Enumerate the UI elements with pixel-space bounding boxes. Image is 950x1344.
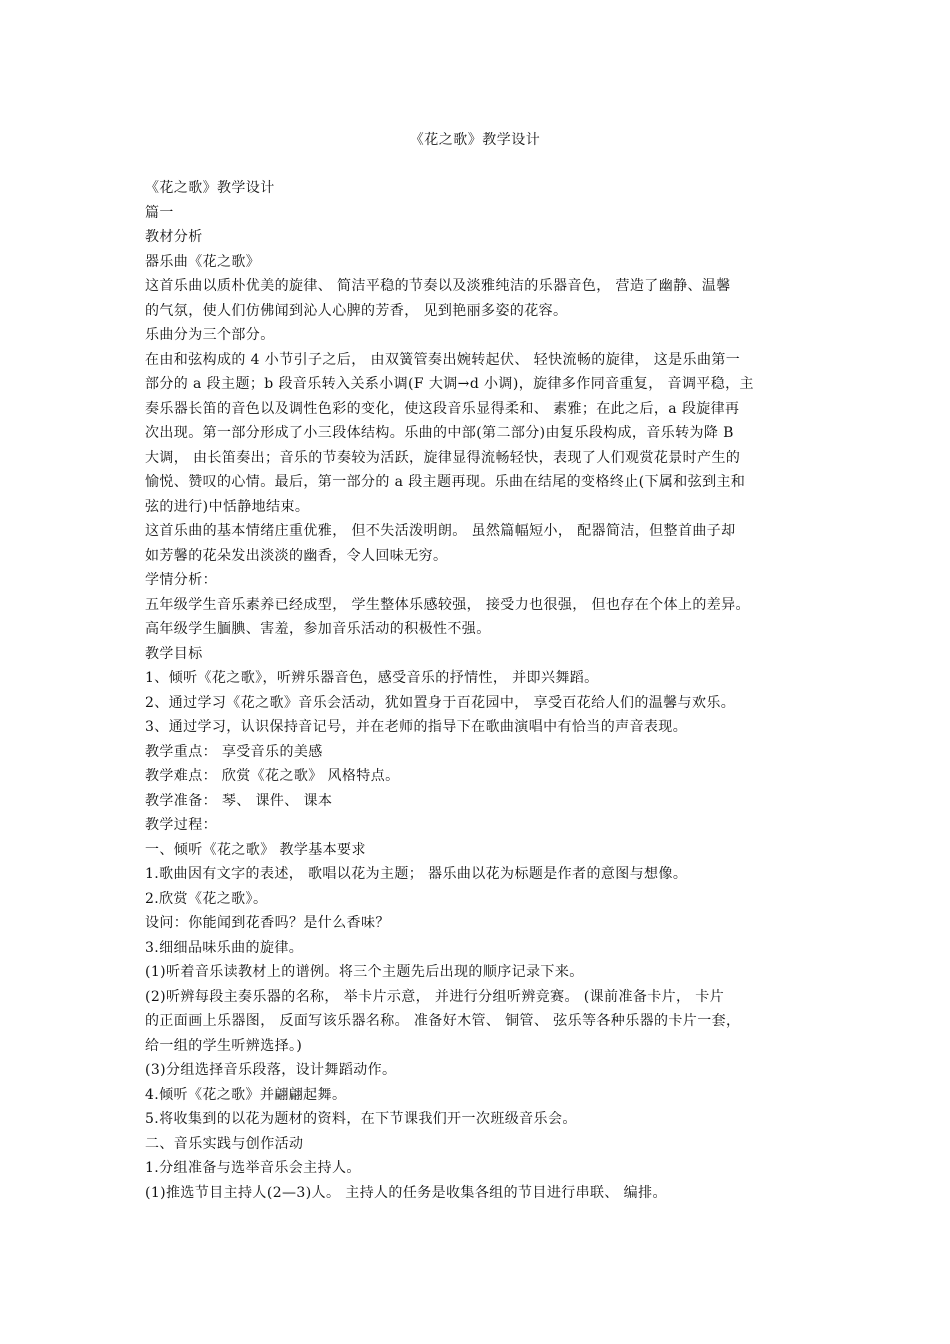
text-line: 奏乐器长笛的音色以及调性色彩的变化，使这段音乐显得柔和、 素雅；在此之后，a 段旋律再 [145, 400, 740, 417]
text-line: 设问：你能闻到花香吗？是什么香味？ [145, 915, 390, 931]
text-line: 二、音乐实践与创作活动 [145, 1135, 304, 1152]
text-line: 教学过程： [145, 817, 217, 833]
text-line: 的气氛，使人们仿佛闻到沁人心脾的芳香， 见到艳丽多姿的花容。 [145, 302, 568, 319]
text-line: (3)分组选择音乐段落，设计舞蹈动作。 [145, 1062, 397, 1078]
text-line: 这首乐曲的基本情绪庄重优雅， 但不失活泼明朗。 虽然篇幅短小， 配器简洁，但整首曲子却 [145, 523, 736, 539]
text-line: (1)推选节目主持人(2—3)人。 主持人的任务是收集各组的节目进行串联、 编排。 [145, 1184, 667, 1201]
text-line: 5.将收集到的以花为题材的资料，在下节课我们开一次班级音乐会。 [145, 1111, 577, 1127]
text-line: 教材分析 [145, 229, 203, 245]
text-line: 弦的进行)中恬静地结束。 [145, 498, 310, 515]
text-line: 3.细细品味乐曲的旋律。 [145, 939, 304, 956]
page-title: 《花之歌》教学设计 [409, 132, 541, 148]
text-line: 《花之歌》教学设计 [145, 180, 275, 196]
text-line: 一、倾听《花之歌》 教学基本要求 [145, 841, 366, 858]
text-line: 给一组的学生听辨选择。) [145, 1037, 303, 1054]
text-line: 如芳馨的花朵发出淡淡的幽香，令人回味无穷。 [145, 547, 448, 564]
text-line: (2)听辨每段主奏乐器的名称， 举卡片示意， 并进行分组听辨竞赛。 (课前准备卡片， 卡片 [145, 988, 725, 1005]
text-line: 在由和弦构成的 4 小节引子之后， 由双簧管奏出婉转起伏、 轻快流畅的旋律， 这是乐曲第一 [145, 351, 741, 368]
text-line: 大调， 由长笛奏出；音乐的节奏较为活跃，旋律显得流畅轻快，表现了人们观赏花景时产生的 [145, 449, 741, 466]
text-line: 教学目标 [145, 645, 203, 662]
document-body [145, 176, 825, 1205]
text-line: 这首乐曲以质朴优美的旋律、 简洁平稳的节奏以及淡雅纯洁的乐器音色， 营造了幽静、温馨 [145, 278, 731, 294]
text-line: (1)听着音乐读教材上的谱例。将三个主题先后出现的顺序记录下来。 [145, 964, 584, 980]
text-line: 2、通过学习《花之歌》音乐会活动，犹如置身于百花园中， 享受百花给人们的温馨与欢乐。 [145, 694, 736, 711]
text-line: 高年级学生腼腆、害羞，参加音乐活动的积极性不强。 [145, 621, 491, 637]
text-line: 器乐曲《花之歌》 [145, 253, 261, 270]
text-line: 愉悦、赞叹的心情。最后，第一部分的 a 段主题再现。乐曲在结尾的变格终止(下属和弦到主和 [145, 474, 746, 490]
text-line: 1.歌曲因有文字的表述， 歌唱以花为主题； 器乐曲以花为标题是作者的意图与想像。 [145, 866, 688, 882]
text-line: 3、通过学习，认识保持音记号，并在老师的指导下在歌曲演唱中有恰当的声音表现。 [145, 719, 688, 735]
text-line: 的正面画上乐器图， 反面写该乐器名称。 准备好木管、 铜管、 弦乐等各种乐器的卡片一套， [145, 1013, 741, 1029]
text-line: 1、倾听《花之歌》，听辨乐器音色，感受音乐的抒情性， 并即兴舞蹈。 [145, 670, 599, 686]
text-line: 次出现。第一部分形成了小三段体结构。乐曲的中部(第二部分)由复乐段构成，音乐转为降 B [145, 425, 734, 441]
text-line: 学情分析： [145, 572, 217, 588]
text-line: 2.欣赏《花之歌》。 [145, 890, 268, 907]
text-line: 1.分组准备与选举音乐会主持人。 [145, 1160, 361, 1176]
text-line: 4.倾听《花之歌》并翩翩起舞。 [145, 1086, 347, 1103]
text-line: 乐曲分为三个部分。 [145, 327, 275, 343]
text-line: 五年级学生音乐素养已经成型， 学生整体乐感较强， 接受力也很强， 但也存在个体上的差异。 [145, 596, 750, 613]
text-line: 部分的 a 段主题；b 段音乐转入关系小调(F 大调→d 小调)，旋律多作同音重复， 音调平稳，主 [145, 376, 754, 392]
text-line: 教学准备： 琴、 课件、 课本 [145, 792, 333, 809]
text-line: 教学难点： 欣赏《花之歌》 风格特点。 [145, 768, 400, 784]
text-line: 教学重点： 享受音乐的美感 [145, 743, 323, 760]
text-line: 篇一 [145, 204, 174, 221]
